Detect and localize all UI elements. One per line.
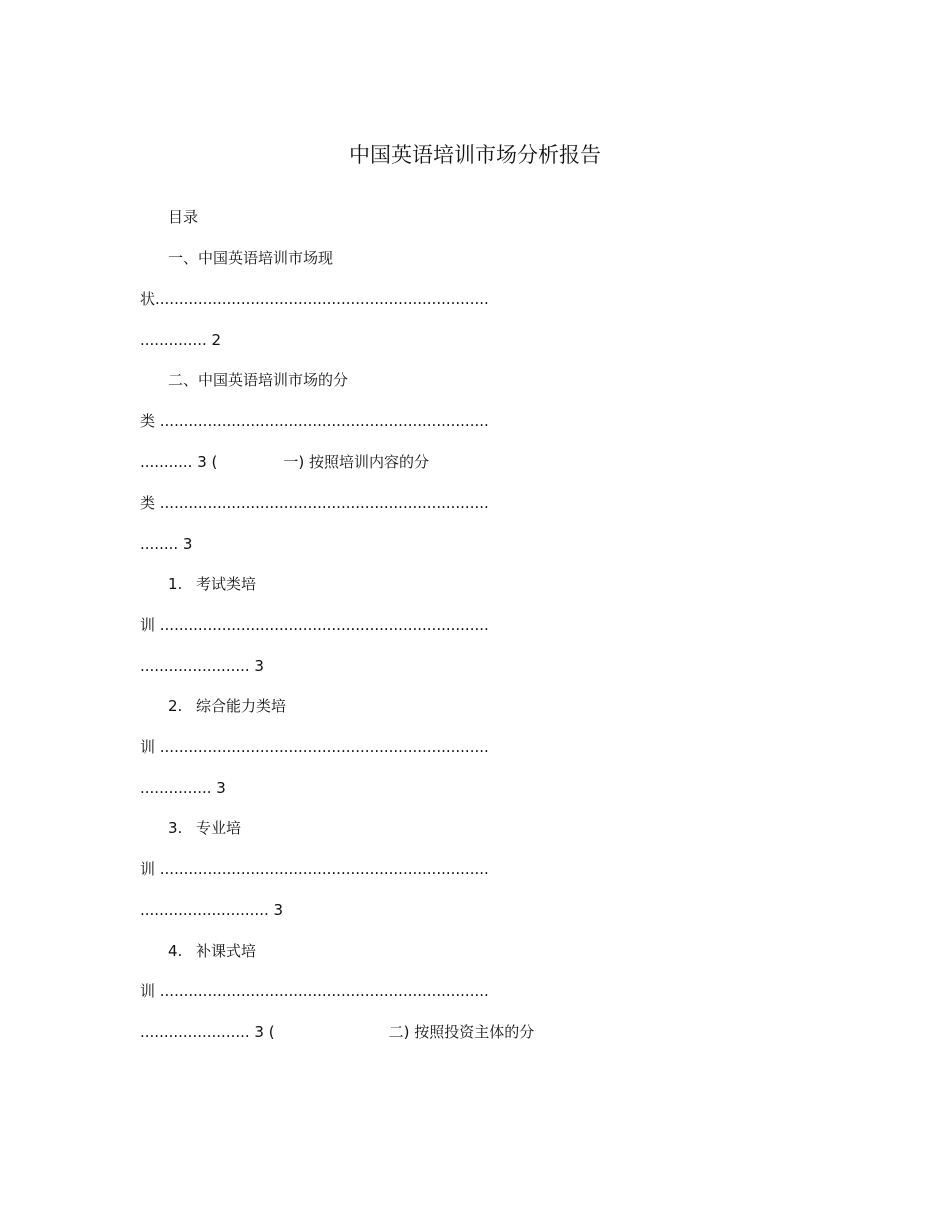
toc-entry-1-page[interactable]: .............. 2 — [140, 331, 222, 349]
toc-entry-number: 3. — [168, 819, 183, 837]
toc-entry-2-1-4-page-text: ....................... 3 ( — [140, 1023, 275, 1041]
toc-entry-2-1-leader[interactable]: 类 ..................................................................... — [140, 494, 489, 512]
toc-entry-2-1-4[interactable] — [168, 940, 256, 962]
toc-entry-number: 4. — [168, 942, 183, 960]
toc-entry-2-1-2[interactable] — [168, 695, 286, 717]
toc-entry-2-1-4-leader[interactable]: 训 ..................................................................... — [140, 982, 489, 1000]
toc-heading: 目录 — [168, 208, 199, 226]
toc-entry-2-1-3-leader[interactable]: 训 ..................................................................... — [140, 860, 489, 878]
toc-entry-2-1-2-leader[interactable]: 训 ..................................................................... — [140, 738, 489, 756]
toc-entry-2-1-1-page[interactable]: ....................... 3 — [140, 657, 264, 675]
toc-entry-label: 考试类培 — [196, 575, 257, 593]
toc-entry-2-1: 一) 按照培训内容的分 — [283, 453, 430, 471]
toc-entry-label: 综合能力类培 — [196, 697, 287, 715]
toc-entry-2[interactable]: 二、中国英语培训市场的分 — [168, 371, 349, 389]
toc-entry-label: 专业培 — [196, 819, 242, 837]
toc-entry-label: 补课式培 — [196, 942, 257, 960]
toc-entry-2-1-2-page[interactable]: ............... 3 — [140, 779, 226, 797]
toc-entry-2-2: 二) 按照投资主体的分 — [388, 1023, 535, 1041]
toc-entry-2-1-4-page[interactable] — [140, 1021, 534, 1043]
toc-entry-2-1-3[interactable] — [168, 817, 241, 839]
toc-entry-2-1-1-leader[interactable]: 训 ..................................................................... — [140, 616, 489, 634]
toc-entry-2-page-text: ........... 3 ( — [140, 453, 218, 471]
toc-entry-1[interactable]: 一、中国英语培训市场现 — [168, 249, 334, 267]
toc-entry-2-1-page[interactable]: ........ 3 — [140, 535, 193, 553]
toc-entry-2-1-1[interactable] — [168, 573, 256, 595]
toc-entry-2-1-3-page[interactable]: ........................... 3 — [140, 901, 284, 919]
toc-entry-1-leader[interactable]: 状...................................................................... — [140, 290, 489, 308]
toc-entry-2-page[interactable] — [140, 451, 429, 473]
document-title: 中国英语培训市场分析报告 — [349, 143, 601, 167]
toc-entry-2-leader[interactable]: 类 ..................................................................... — [140, 412, 489, 430]
toc-entry-number: 2. — [168, 697, 183, 715]
toc-entry-number: 1. — [168, 575, 183, 593]
